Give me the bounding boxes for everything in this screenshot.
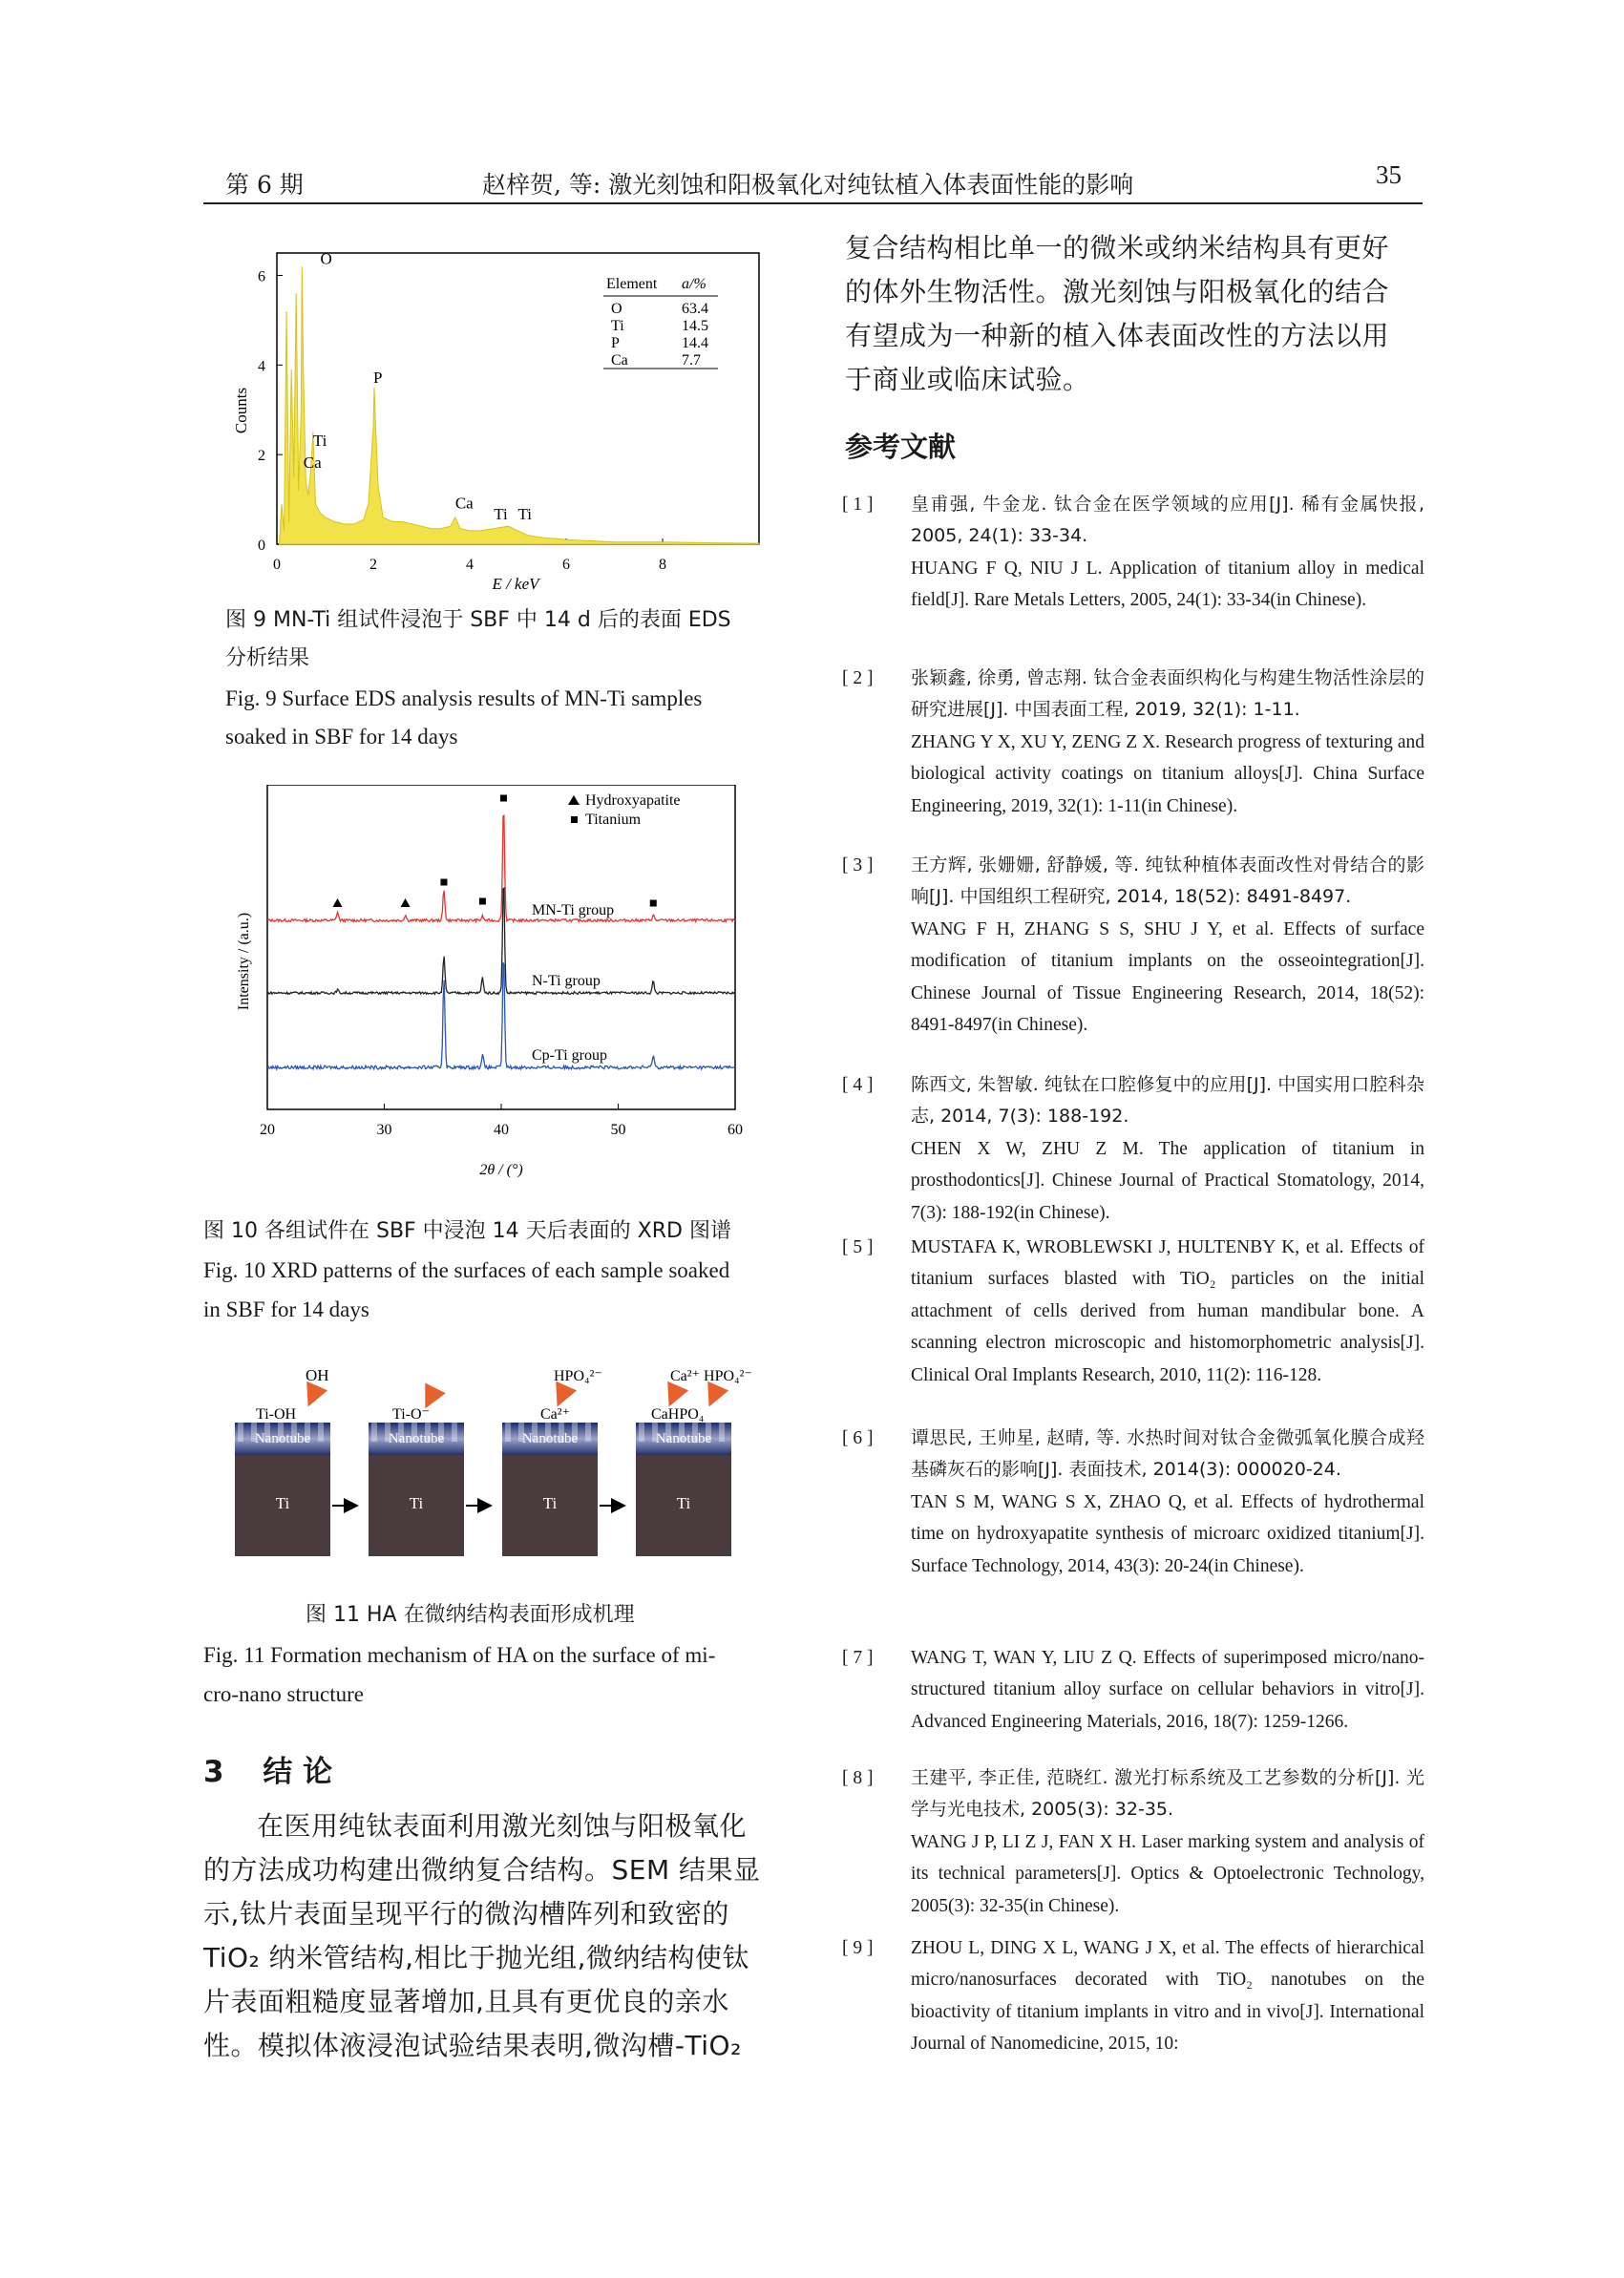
fig11-label-oh: OH — [306, 1366, 329, 1384]
reference-text-en: WANG T, WAN Y, LIU Z Q. Effects of superimposed micro/nano-structured titanium alloy surface on cellular behaviors in vitro[J]. Advanced Engineering Materials, 2016, 18(7): 1259-1266. — [911, 1648, 1424, 1732]
reference-item — [842, 1423, 1424, 1582]
fig10-xtick-label: 50 — [610, 1122, 626, 1138]
fig9-peak-label: Ti — [312, 431, 327, 450]
reference-number: [ 8 ] — [842, 1768, 874, 1788]
fig11-surface-ca: Ca²⁺ — [540, 1406, 571, 1423]
section-3-paragraph — [203, 1804, 800, 2068]
fig9-table-element: O — [611, 301, 622, 317]
fig10-xlabel: 2θ / (°) — [479, 1162, 523, 1178]
fig10-legend-titanium: Titanium — [585, 812, 642, 828]
fig9-element-table — [603, 276, 718, 369]
fig10-ha-marker — [333, 898, 343, 907]
fig10-xtick-label: 40 — [494, 1122, 509, 1138]
fig11-stage-block — [636, 1423, 731, 1556]
fig9-caption-en-1: Fig. 9 Surface EDS analysis results of MN-Ti samples — [225, 686, 703, 710]
fig10-caption-zh: 图 10 各组试件在 SBF 中浸泡 14 天后表面的 XRD 图谱 — [203, 1219, 731, 1243]
fig9-xtick-label: 4 — [466, 557, 474, 573]
fig9-table-value: 63.4 — [682, 301, 708, 317]
fig11-label-hpo4: HPO₄²⁻ — [554, 1368, 602, 1384]
fig11-substrate-label: Ti — [676, 1494, 691, 1512]
fig10-xtick-label: 30 — [376, 1122, 392, 1138]
fig10-ti-marker — [650, 900, 657, 907]
fig9-ytick-label: 0 — [258, 538, 265, 554]
fig9-ylabel: Counts — [232, 387, 250, 434]
fig10-series-label-cpti: Cp-Ti group — [532, 1047, 607, 1064]
conclusion-continuation — [845, 226, 1427, 402]
fig10-ylabel: Intensity / (a.u.) — [236, 912, 252, 1011]
text-line: 性。模拟体液浸泡试验结果表明,微沟槽-TiO₂ — [203, 2030, 742, 2061]
reference-number: [ 9 ] — [842, 1938, 874, 1958]
reference-text-zh: 王建平, 李正佳, 范晓红. 激光打标系统及工艺参数的分析[J]. 光学与光电技术, 2005(3): 32-35. — [911, 1767, 1424, 1821]
fig9-xlabel: E / keV — [492, 575, 539, 593]
legend-triangle-icon — [568, 795, 580, 805]
fig9-xtick-label: 8 — [659, 557, 666, 573]
fig9-table-header-element: Element — [606, 276, 658, 292]
fig9-peak-label: Ti — [517, 505, 533, 524]
fig9-table-value: 14.4 — [682, 335, 708, 351]
section-3-title: 结 论 — [263, 1755, 333, 1789]
fig9-xtick-label: 0 — [273, 557, 281, 573]
running-head-issue: 第 6 期 — [225, 171, 304, 199]
fig11-surface-ti-oh: Ti-OH — [256, 1406, 297, 1423]
fig9-peak-label: Ca — [303, 453, 322, 473]
text-line: 复合结构相比单一的微米或纳米结构具有更好 — [845, 232, 1390, 264]
reference-text-en: WANG J P, LI Z J, FAN X H. Laser marking system and analysis of its technical parameters[J]. Optics & Optoelectronic Technology, 2005(3): 32-35(in Chinese). — [911, 1831, 1424, 1916]
fig10-ha-marker — [401, 898, 411, 907]
section-3-heading — [203, 1747, 332, 1790]
fig9-caption-zh-1: 图 9 MN-Ti 组试件浸泡于 SBF 中 14 d 后的表面 EDS — [225, 608, 731, 632]
fig11-caption-en-1: Fig. 11 Formation mechanism of HA on the surface of mi- — [203, 1643, 716, 1667]
fig11-surface-cahpo4: CaHPO₄ — [651, 1406, 705, 1423]
reference-text-en: HUANG F Q, NIU J L. Application of titanium alloy in medical field[J]. Rare Metals Letters, 2005, 24(1): 33-34(in Chinese). — [911, 558, 1424, 611]
text-line: 于商业或临床试验。 — [845, 364, 1090, 395]
reference-item — [842, 1932, 1424, 2060]
running-head-title: 赵梓贺, 等: 激光刻蚀和阳极氧化对纯钛植入体表面性能的影响 — [482, 171, 1134, 199]
reference-number: [ 1 ] — [842, 495, 874, 515]
fig11-nanotube-label: Nanotube — [521, 1431, 579, 1446]
reference-text-zh: 王方辉, 张姗姗, 舒静媛, 等. 纯钛种植体表面改性对骨结合的影响[J]. 中国组织工程研究, 2014, 18(52): 8491-8497. — [911, 854, 1424, 908]
fig9-table-element: Ti — [611, 318, 624, 334]
fig10-ti-marker — [479, 898, 486, 905]
fig10-ti-marker — [500, 795, 507, 802]
reference-number: [ 6 ] — [842, 1428, 874, 1448]
reference-item — [842, 663, 1424, 822]
fig11-stage-block — [235, 1423, 330, 1556]
reference-number: [ 2 ] — [842, 668, 874, 688]
text-line: 示,钛片表面呈现平行的微沟槽阵列和致密的 — [203, 1898, 729, 1930]
fig11-caption-en-2: cro-nano structure — [203, 1682, 364, 1706]
fig10-legend — [568, 792, 681, 828]
fig11-nanotube-label: Nanotube — [655, 1431, 712, 1446]
fig9-plot-frame — [277, 253, 759, 544]
reference-text-zh: 谭思民, 王帅星, 赵晴, 等. 水热时间对钛合金微弧氧化膜合成羟基磷灰石的影响[J]. 表面技术, 2014(3): 000020-24. — [911, 1427, 1424, 1481]
fig9-table-header-value: a/% — [682, 276, 707, 292]
fig11-substrate-label: Ti — [409, 1494, 424, 1512]
text-line: TiO₂ 纳米管结构,相比于抛光组,微纳结构使钛 — [203, 1942, 749, 1973]
fig9-table-element: Ca — [611, 352, 628, 369]
fig9-ytick-label: 4 — [258, 358, 265, 375]
fig11-nanotube-label: Nanotube — [388, 1431, 445, 1446]
fig9-eds-chart — [229, 243, 783, 606]
fig11-surface-ti-o: Ti-O⁻ — [392, 1406, 430, 1423]
fig11-stage-block — [502, 1423, 598, 1556]
text-line: 片表面粗糙度显著增加,且具有更优良的亲水 — [203, 1986, 729, 2017]
fig9-peak-label: O — [320, 249, 332, 268]
reference-number: [ 4 ] — [842, 1075, 874, 1095]
fig10-series-label-nti: N-Ti group — [532, 973, 601, 989]
fig10-xtick-label: 60 — [728, 1122, 743, 1138]
reference-text-zh: 陈西文, 朱智敏. 纯钛在口腔修复中的应用[J]. 中国实用口腔科杂志, 2014, 7(3): 188-192. — [911, 1074, 1424, 1128]
reference-text-en: CHEN X W, ZHU Z M. The application of titanium in prosthodontics[J]. Chinese Journal of Practical Stomatology, 2014, 7(3): 188-192(in Chinese). — [911, 1138, 1424, 1223]
fig9-xtick-label: 2 — [369, 557, 377, 573]
text-line: 的方法成功构建出微纳复合结构。SEM 结果显 — [203, 1854, 761, 1886]
fig10-series-label-mnti: MN-Ti group — [532, 902, 615, 918]
fig11-caption-zh: 图 11 HA 在微纳结构表面形成机理 — [306, 1603, 635, 1627]
fig9-caption-en-2: soaked in SBF for 14 days — [225, 725, 458, 749]
header-rule — [203, 202, 1423, 204]
text-line: 有望成为一种新的植入体表面改性的方法以用 — [845, 320, 1390, 351]
fig9-peak-label: Ca — [454, 494, 474, 513]
section-3-number: 3 — [203, 1755, 224, 1789]
text-line: 在医用纯钛表面利用激光刻蚀与阳极氧化 — [257, 1810, 748, 1842]
reference-text-en: ZHANG Y X, XU Y, ZENG Z X. Research progress of texturing and biological activity coatings on titanium alloys[J]. China Surface Engineering, 2019, 32(1): 1-11(in Chinese). — [911, 731, 1424, 816]
references-heading: 参考文献 — [845, 431, 957, 463]
fig9-peak-label: Ti — [494, 505, 508, 524]
reference-item — [842, 489, 1424, 617]
reference-number: [ 3 ] — [842, 855, 874, 875]
fig9-peak-label: P — [373, 369, 383, 388]
legend-square-icon — [571, 816, 578, 823]
fig11-mechanism-diagram — [225, 1356, 798, 1580]
text-line: 的体外生物活性。激光刻蚀与阳极氧化的结合 — [845, 276, 1390, 307]
fig9-table-value: 14.5 — [682, 318, 708, 334]
reference-item — [842, 1069, 1424, 1229]
fig9-table-element: P — [611, 335, 620, 351]
fig11-substrate-label: Ti — [542, 1494, 558, 1512]
fig10-xtick-label: 20 — [260, 1122, 275, 1138]
reference-text-en: ZHOU L, DING X L, WANG J X, et al. The effects of hierarchical micro/nanosurfaces decorated with TiO₂ nanotubes on the bioactivity of titanium implants in vitro and in vivo[J]. International Journal of Nanomedicine, 2015, 10: — [911, 1938, 1424, 2055]
reference-item — [842, 1762, 1424, 1922]
reference-text-en: TAN S M, WANG S X, ZHAO Q, et al. Effects of hydrothermal time on hydroxyapatite synthesis of microarc oxidized titanium[J]. Surface Technology, 2014, 43(3): 20-24(in Chinese). — [911, 1491, 1424, 1576]
reference-text-en: WANG F H, ZHANG S S, SHU J Y, et al. Effects of surface modification of titanium implants on the osseointegration[J]. Chinese Journal of Tissue Engineering Research, 2014, 18(52): 8491-8497(in Chinese). — [911, 918, 1424, 1036]
reference-text-zh: 皇甫强, 牛金龙. 钛合金在医学领域的应用[J]. 稀有金属快报, 2005, 24(1): 33-34. — [911, 494, 1424, 547]
reference-item — [842, 1232, 1424, 1391]
reference-text-zh: 张颖鑫, 徐勇, 曾志翔. 钛合金表面织构化与构建生物活性涂层的研究进展[J]. 中国表面工程, 2019, 32(1): 1-11. — [911, 667, 1424, 721]
fig9-ytick-label: 2 — [258, 448, 265, 465]
fig11-label-ca-hpo4: Ca²⁺ HPO₄²⁻ — [670, 1368, 752, 1384]
fig9-caption-zh-2: 分析结果 — [225, 646, 310, 670]
fig10-caption-en-1: Fig. 10 XRD patterns of the surfaces of each sample soaked — [203, 1258, 730, 1282]
fig10-xrd-chart — [234, 785, 778, 1195]
fig9-xtick-label: 6 — [562, 557, 570, 573]
fig11-nanotube-label: Nanotube — [254, 1431, 311, 1446]
reference-text-en: MUSTAFA K, WROBLEWSKI J, HULTENBY K, et al. Effects of titanium surfaces blasted with TiO₂ particles on the initial attachment of cells derived from human mandibular bone. A scanning electron microscopic and histomorphometric analysis[J]. Clinical Oral Implants Research, 2010, 11(2): 116-128. — [911, 1237, 1424, 1385]
reference-item — [842, 850, 1424, 1041]
fig10-ti-marker — [440, 879, 447, 886]
fig9-table-value: 7.7 — [682, 352, 701, 369]
page-number: 35 — [1376, 160, 1402, 189]
fig11-stage-block — [369, 1423, 464, 1556]
reference-number: [ 5 ] — [842, 1237, 874, 1257]
reference-number: [ 7 ] — [842, 1648, 874, 1668]
fig9-ytick-label: 6 — [258, 268, 265, 285]
fig10-legend-hydroxyapatite: Hydroxyapatite — [585, 792, 681, 809]
fig10-caption-en-2: in SBF for 14 days — [203, 1297, 369, 1321]
reference-item — [842, 1642, 1424, 1738]
fig11-substrate-label: Ti — [275, 1494, 290, 1512]
